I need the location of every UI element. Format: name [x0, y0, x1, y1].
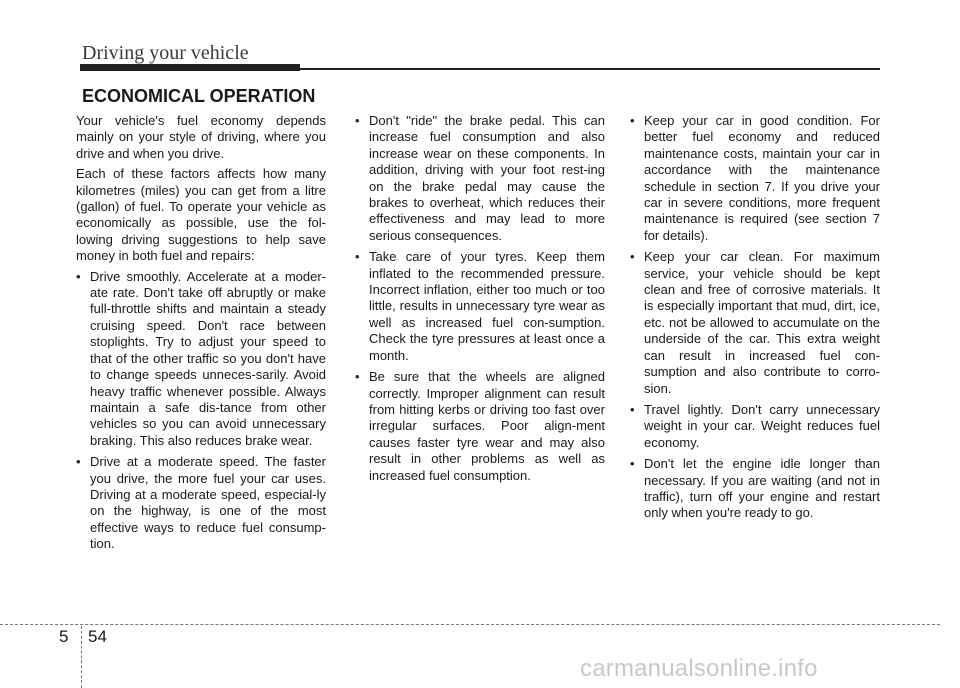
bullet-icon: •: [355, 249, 360, 265]
bullet-icon: •: [630, 456, 635, 472]
tip-text: Keep your car in good condition. For better fuel economy and reduced maintenance costs, maintain your car in accordance with the maintenance schedule in section 7. If you drive your car in severe conditions, more frequent maintenance is required (see section 7 for details).: [644, 113, 880, 243]
bullet-icon: •: [355, 369, 360, 385]
column-2: [355, 113, 605, 489]
bullet-icon: •: [76, 454, 81, 470]
tips-list: [630, 113, 880, 522]
tip-item: [355, 369, 605, 484]
intro-paragraph: Each of these factors affects how many kilometres (miles) you can get from a litre (gallon) of fuel. To operate your vehicle as economically as possible, use the fol-lowing driving suggestions to help save money in both fuel and repairs:: [76, 166, 326, 264]
tip-item: [355, 113, 605, 244]
page-number: 54: [88, 627, 107, 646]
watermark: carmanualsonline.info: [580, 655, 818, 682]
intro-paragraph: Your vehicle's fuel economy depends mainly on your style of driving, where you drive and when you drive.: [76, 113, 326, 161]
bullet-icon: •: [76, 268, 81, 284]
tip-item: [76, 269, 326, 449]
running-header: Driving your vehicle: [82, 42, 249, 64]
tip-text: Take care of your tyres. Keep them inflated to the recommended pressure. Incorrect inflation, either too much or too little, results in unnecessary tyre wear as well as increased fuel con-sumption. Check the tyre pressures at least once a month.: [369, 249, 605, 363]
chapter-number: 5: [59, 627, 69, 646]
tips-list: [76, 269, 326, 553]
tip-text: Don't let the engine idle longer than necessary. If you are waiting (and not in traffic), turn off your engine and restart only when you're ready to go.: [644, 456, 880, 521]
tip-item: [630, 456, 880, 522]
tip-text: Drive smoothly. Accelerate at a moder-ate rate. Don't take off abruptly or make full-throttle shifts and maintain a steady cruising speed. Don't race between stoplights. Try to adjust your speed to that of the other traffic so you don't have to change speeds unneces-sarily. Avoid heavy traffic whenever possible. Always maintain a safe dis-tance from other vehicles so you can avoid unnecessary braking. This also reduces brake wear.: [90, 268, 326, 448]
tip-text: Don't "ride" the brake pedal. This can increase fuel consumption and also increase wear on these components. In addition, driving with your foot rest-ing on the brake pedal may cause the brakes to overheat, which reduces their effectiveness and may lead to more serious consequences.: [369, 113, 605, 243]
column-3: [630, 113, 880, 527]
bullet-icon: •: [355, 113, 360, 128]
section-title: ECONOMICAL OPERATION: [82, 86, 316, 106]
tip-item: [630, 402, 880, 451]
tip-text: Travel lightly. Don't carry unnecessary weight in your car. Weight reduces fuel economy.: [644, 401, 880, 450]
tip-item: [630, 249, 880, 397]
footer-vertical-divider: [81, 626, 82, 688]
tip-text: Keep your car clean. For maximum service, your vehicle should be kept clean and free of corrosive materials. It is especially important that mud, dirt, ice, etc. not be allowed to accumulate on the underside of the car. This extra weight can result in increased fuel con-sumption and also contribute to corro-sion.: [644, 249, 880, 396]
tips-list: [355, 113, 605, 484]
column-1: [76, 113, 326, 558]
bullet-icon: •: [630, 113, 635, 128]
bullet-icon: •: [630, 401, 635, 417]
header-rule-accent: [80, 64, 300, 71]
tip-text: Drive at a moderate speed. The faster you drive, the more fuel your car uses. Driving at a moderate speed, especial-ly on the highway, is one of the most effective ways to reduce fuel consump-tion.: [90, 454, 326, 552]
footer-divider: [0, 624, 940, 625]
tip-text: Be sure that the wheels are aligned correctly. Improper alignment can result from hitting kerbs or driving too fast over irregular surfaces. Poor align-ment causes faster tyre wear and may also result in other problems as well as increased fuel consumption.: [369, 369, 605, 483]
tip-item: [76, 454, 326, 552]
tip-item: [355, 249, 605, 364]
bullet-icon: •: [630, 249, 635, 265]
tip-item: [630, 113, 880, 244]
